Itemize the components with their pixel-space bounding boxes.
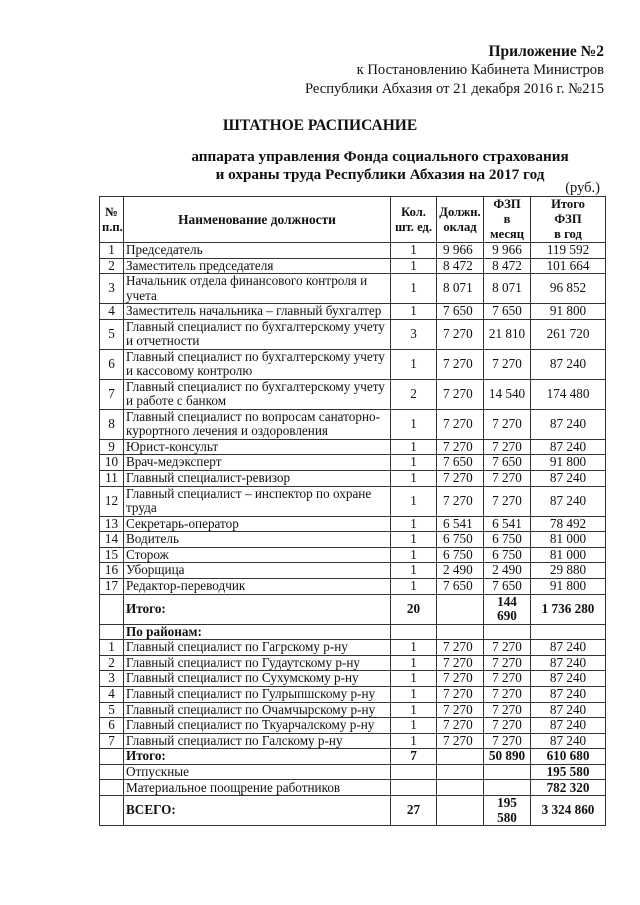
districts-subtotal-row-month: 50 890 [484,749,531,765]
monthly-payroll: 7 270 [484,702,531,718]
monthly-payroll: 7 270 [484,439,531,455]
position-name: Сторож [124,547,391,563]
row-number: 2 [100,258,124,274]
table-row [100,718,606,734]
table-header-row [100,197,606,243]
header-year-line3: в год [554,227,582,241]
header-qty-line2: шт. ед. [394,219,433,234]
monthly-payroll: 14 540 [484,379,531,409]
staff-count: 1 [391,702,437,718]
subtotal-row-year: 1 736 280 [531,594,606,624]
staff-count: 3 [391,319,437,349]
table-row [100,640,606,656]
monthly-payroll: 7 650 [484,578,531,594]
table-row [100,655,606,671]
districts-subtotal-row-label: Итого: [124,749,391,765]
annual-payroll: 87 240 [531,702,606,718]
table-row [100,578,606,594]
base-salary: 9 966 [437,243,484,259]
empty-cell [484,624,531,640]
grand-total-row-salary [437,796,484,826]
annual-payroll: 174 480 [531,379,606,409]
position-name: Главный специалист по бухгалтерскому учету и работе с банком [124,379,391,409]
currency-unit: (руб.) [565,180,600,196]
base-salary: 8 472 [437,258,484,274]
staff-count: 1 [391,409,437,439]
row-number: 16 [100,563,124,579]
annual-payroll: 87 240 [531,486,606,516]
position-name: Главный специалист по Галскому р-ну [124,733,391,749]
row-number: 9 [100,439,124,455]
table-row [100,349,606,379]
base-salary: 7 270 [437,439,484,455]
position-name: Председатель [124,243,391,259]
monthly-payroll: 8 071 [484,274,531,304]
base-salary: 7 270 [437,686,484,702]
staff-count: 1 [391,671,437,687]
header-salary-line2: оклад [443,219,477,234]
monthly-payroll: 7 270 [484,718,531,734]
monthly-payroll: 9 966 [484,243,531,259]
position-name: Врач-медэксперт [124,455,391,471]
row-number [100,764,124,780]
annual-payroll: 87 240 [531,409,606,439]
empty-cell [391,624,437,640]
monthly-payroll: 6 750 [484,532,531,548]
position-name: Главный специалист-ревизор [124,470,391,486]
header-num [100,197,124,243]
row-number: 6 [100,718,124,734]
annual-payroll: 87 240 [531,349,606,379]
position-name: Редактор-переводчик [124,578,391,594]
base-salary: 7 270 [437,640,484,656]
bonus-row-salary [437,780,484,796]
base-salary: 7 270 [437,655,484,671]
staff-count: 1 [391,258,437,274]
document-subtitle [140,148,620,184]
monthly-payroll: 6 541 [484,516,531,532]
base-salary: 7 650 [437,455,484,471]
annual-payroll: 87 240 [531,671,606,687]
table-row [100,702,606,718]
bonus-row-label: Материальное поощрение работников [124,780,391,796]
appendix-line-1: к Постановлению Кабинета Министров [356,62,604,78]
appendix-line-2: Республики Абхазия от 21 декабря 2016 г. №215 [304,81,604,97]
header-year-line1: Итого [551,197,585,211]
staff-count: 1 [391,655,437,671]
header-month [484,197,531,243]
vacation-row-label: Отпускные [124,764,391,780]
header-month-line1: ФЗП [493,197,521,211]
appendix-title: Приложение №2 [488,43,604,60]
row-number: 15 [100,547,124,563]
table-row [100,686,606,702]
grand-total-row-qty: 27 [391,796,437,826]
position-name: Начальник отдела финансового контроля и учета [124,274,391,304]
row-number: 2 [100,655,124,671]
row-number: 3 [100,671,124,687]
annual-payroll: 261 720 [531,319,606,349]
document-title: ШТАТНОЕ РАСПИСАНИЕ [222,117,418,134]
base-salary: 7 270 [437,718,484,734]
row-number: 5 [100,319,124,349]
bonus-row-year: 782 320 [531,780,606,796]
staff-count: 1 [391,455,437,471]
row-number: 7 [100,379,124,409]
row-number: 4 [100,686,124,702]
districts-subtotal-row-salary [437,749,484,765]
empty-cell [437,624,484,640]
monthly-payroll: 8 472 [484,258,531,274]
bonus-row-month [484,780,531,796]
base-salary: 7 270 [437,733,484,749]
table-row [100,532,606,548]
row-number: 10 [100,455,124,471]
row-number [100,594,124,624]
header-qty-line1: Кол. [401,204,426,219]
monthly-payroll: 7 270 [484,655,531,671]
table-row [100,516,606,532]
staff-count: 1 [391,532,437,548]
row-number: 1 [100,640,124,656]
vacation-row-qty [391,764,437,780]
grand-total-row-year: 3 324 860 [531,796,606,826]
monthly-payroll: 7 270 [484,409,531,439]
districts-section-label: По районам: [124,624,391,640]
staff-count: 1 [391,486,437,516]
base-salary: 7 270 [437,470,484,486]
subtotal-row [100,594,606,624]
staff-count: 1 [391,578,437,594]
annual-payroll: 87 240 [531,733,606,749]
table-row [100,733,606,749]
row-number [100,796,124,826]
base-salary: 7 650 [437,578,484,594]
monthly-payroll: 21 810 [484,319,531,349]
position-name: Главный специалист по Ткуарчалскому р-ну [124,718,391,734]
row-number: 12 [100,486,124,516]
staff-count: 1 [391,563,437,579]
vacation-row-year: 195 580 [531,764,606,780]
base-salary: 7 270 [437,349,484,379]
districts-subtotal-row-year: 610 680 [531,749,606,765]
bonus-row-qty [391,780,437,796]
table-row [100,486,606,516]
staff-count: 1 [391,470,437,486]
grand-total-row-month: 195 580 [484,796,531,826]
districts-subtotal-row-qty: 7 [391,749,437,765]
header-num-line1: № [105,204,118,219]
table-row [100,243,606,259]
position-name: Главный специалист по вопросам санаторно-курортного лечения и оздоровления [124,409,391,439]
base-salary: 6 541 [437,516,484,532]
base-salary: 7 270 [437,671,484,687]
subtotal-row-month: 144 690 [484,594,531,624]
header-name: Наименование должности [124,197,391,243]
annual-payroll: 96 852 [531,274,606,304]
grand-total-row [100,796,606,826]
row-number: 7 [100,733,124,749]
staff-count: 1 [391,640,437,656]
row-number: 4 [100,304,124,320]
base-salary: 7 270 [437,379,484,409]
position-name: Главный специалист по Гагрскому р-ну [124,640,391,656]
base-salary: 7 650 [437,304,484,320]
annual-payroll: 101 664 [531,258,606,274]
position-name: Главный специалист по бухгалтерскому учету и кассовому контролю [124,349,391,379]
base-salary: 8 071 [437,274,484,304]
districts-section-row [100,624,606,640]
subtitle-line-1: аппарата управления Фонда социального страхования [191,148,569,165]
staff-count: 1 [391,304,437,320]
position-name: Главный специалист по Гулрыпшскому р-ну [124,686,391,702]
row-number: 13 [100,516,124,532]
position-name: Главный специалист по бухгалтерскому учету и отчетности [124,319,391,349]
annual-payroll: 87 240 [531,686,606,702]
position-name: Заместитель председателя [124,258,391,274]
monthly-payroll: 7 270 [484,349,531,379]
subtotal-row-salary [437,594,484,624]
staff-count: 1 [391,243,437,259]
header-year [531,197,606,243]
base-salary: 7 270 [437,702,484,718]
monthly-payroll: 6 750 [484,547,531,563]
vacation-row-salary [437,764,484,780]
table-row [100,304,606,320]
monthly-payroll: 7 270 [484,470,531,486]
header-month-line2: в месяц [490,212,524,241]
annual-payroll: 87 240 [531,718,606,734]
row-number [100,780,124,796]
grand-total-row-label: ВСЕГО: [124,796,391,826]
monthly-payroll: 7 650 [484,455,531,471]
staff-count: 1 [391,718,437,734]
table-row [100,274,606,304]
row-number: 3 [100,274,124,304]
header-num-line2: п.п. [102,219,123,234]
row-number: 11 [100,470,124,486]
table-row [100,319,606,349]
position-name: Водитель [124,532,391,548]
table-row [100,470,606,486]
table-body [100,243,606,826]
table-row [100,379,606,409]
monthly-payroll: 7 270 [484,671,531,687]
row-number: 8 [100,409,124,439]
position-name: Секретарь-оператор [124,516,391,532]
row-number [100,749,124,765]
appendix-header [305,42,604,99]
table-row [100,563,606,579]
monthly-payroll: 7 270 [484,733,531,749]
staff-count: 1 [391,516,437,532]
annual-payroll: 87 240 [531,655,606,671]
position-name: Юрист-консульт [124,439,391,455]
row-number [100,624,124,640]
subtotal-row-qty: 20 [391,594,437,624]
monthly-payroll: 7 270 [484,486,531,516]
table-row [100,455,606,471]
table-row [100,258,606,274]
vacation-row-month [484,764,531,780]
header-salary-line1: Должн. [439,204,481,219]
row-number: 6 [100,349,124,379]
row-number: 5 [100,702,124,718]
position-name: Главный специалист по Гудаутскому р-ну [124,655,391,671]
base-salary: 7 270 [437,409,484,439]
annual-payroll: 91 800 [531,304,606,320]
bonus-row [100,780,606,796]
table-row [100,409,606,439]
annual-payroll: 91 800 [531,578,606,594]
monthly-payroll: 7 650 [484,304,531,320]
annual-payroll: 81 000 [531,547,606,563]
staff-count: 1 [391,686,437,702]
staff-count: 1 [391,349,437,379]
annual-payroll: 119 592 [531,243,606,259]
monthly-payroll: 7 270 [484,640,531,656]
header-qty [391,197,437,243]
vacation-row [100,764,606,780]
position-name: Главный специалист – инспектор по охране труда [124,486,391,516]
staff-count: 1 [391,274,437,304]
annual-payroll: 78 492 [531,516,606,532]
districts-subtotal-row [100,749,606,765]
position-name: Заместитель начальника – главный бухгалтер [124,304,391,320]
header-year-line2: ФЗП [554,212,582,226]
base-salary: 6 750 [437,532,484,548]
staff-count: 2 [391,379,437,409]
table-row [100,439,606,455]
row-number: 1 [100,243,124,259]
empty-cell [531,624,606,640]
subtitle-line-2: и охраны труда Республики Абхазия на 2017 год [215,166,545,183]
position-name: Уборщица [124,563,391,579]
base-salary: 7 270 [437,486,484,516]
base-salary: 6 750 [437,547,484,563]
row-number: 17 [100,578,124,594]
position-name: Главный специалист по Сухумскому р-ну [124,671,391,687]
table-row [100,547,606,563]
annual-payroll: 87 240 [531,470,606,486]
base-salary: 7 270 [437,319,484,349]
position-name: Главный специалист по Очамчырскому р-ну [124,702,391,718]
header-salary [437,197,484,243]
annual-payroll: 87 240 [531,640,606,656]
table-row [100,671,606,687]
staff-count: 1 [391,547,437,563]
staff-count: 1 [391,733,437,749]
annual-payroll: 29 880 [531,563,606,579]
monthly-payroll: 7 270 [484,686,531,702]
subtotal-row-label: Итого: [124,594,391,624]
row-number: 14 [100,532,124,548]
staff-count: 1 [391,439,437,455]
monthly-payroll: 2 490 [484,563,531,579]
annual-payroll: 91 800 [531,455,606,471]
annual-payroll: 81 000 [531,532,606,548]
staff-table [99,196,606,826]
annual-payroll: 87 240 [531,439,606,455]
base-salary: 2 490 [437,563,484,579]
